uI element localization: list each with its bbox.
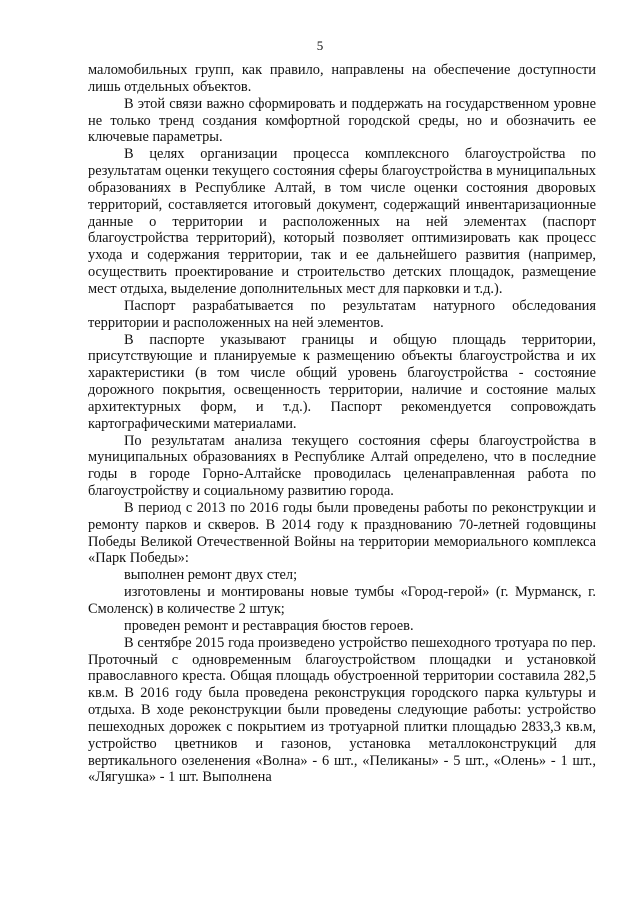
body-text [88, 62, 596, 786]
paragraph-2: В этой связи важно сформировать и поддержать на государственном уровне не только тренд создания комфортной городской среды, но и обозначить ее ключевые параметры. [88, 95, 596, 146]
paragraph-3: В целях организации процесса комплексного благоустройства по результатам оценки текущего состояния сферы благоустройства в муниципальных образованиях в Республике Алтай, в том числе оценки состояния дворовых территорий, составляется итоговый документ, содержащий инвентаризационные данные о территории и расположенных на ней элементах (паспорт благоустройства территорий), который позволяет оптимизировать как процесс ухода и содержания территории, так и ее дальнейшего развития (например, осуществить проектирование и строительство детских площадок, размещение мест отдыха, выделение дополнительных мест для парковки и т.д.). [88, 146, 596, 297]
list-item-1: выполнен ремонт двух стел; [124, 567, 298, 584]
paragraph-1: маломобильных групп, как правило, направлены на обеспечение доступности лишь отдельных объектов. [88, 62, 596, 95]
page-number: 5 [316, 38, 324, 53]
paragraph-5: В паспорте указывают границы и общую площадь территории, присутствующие и планируемые к размещению объекты благоустройства и их характеристики (в том числе общий уровень благоустройства - состояние дорожного покрытия, освещенность территории, наличие и состояние малых архитектурных форм, и т.д.). Паспорт рекомендуется сопровождать картографическими материалами. [88, 331, 596, 432]
paragraph-8: В сентябре 2015 года произведено устройство пешеходного тротуара по пер. Проточный с одновременным благоустройством площадки и установкой православного креста. Общая площадь обустроенной территории составила 282,5 кв.м. В 2016 году была проведена реконструкция городского парка культуры и отдыха. В ходе реконструкции были проведены следующие работы: устройство пешеходных дорожек с покрытием из тротуарной плитки площадью 2833,3 кв.м, устройство цветников и газонов, установка металлоконструкций для вертикального озеленения «Волна» - 6 шт., «Пеликаны» - 5 шт., «Олень» - 1 шт., «Лягушка» - 1 шт. Выполнена [88, 634, 596, 786]
paragraph-6: По результатам анализа текущего состояния сферы благоустройства в муниципальных образованиях в Республике Алтай определено, что в последние годы в городе Горно-Алтайске проводилась целенаправленная работа по благоустройству и социальному развитию города. [88, 432, 596, 500]
paragraph-7: В период с 2013 по 2016 годы были проведены работы по реконструкции и ремонту парков и скверов. В 2014 году к празднованию 70-летней годовщины Победы Великой Отечественной Войны на территории мемориального комплекса «Парк Победы»: [88, 499, 596, 567]
list-item-3: проведен ремонт и реставрация бюстов героев. [124, 617, 414, 634]
list-item-2: изготовлены и монтированы новые тумбы «Город-герой» (г. Мурманск, г. Смоленск) в количестве 2 штук; [88, 584, 596, 617]
paragraph-4: Паспорт разрабатывается по результатам натурного обследования территории и расположенных на ней элементов. [88, 297, 596, 331]
